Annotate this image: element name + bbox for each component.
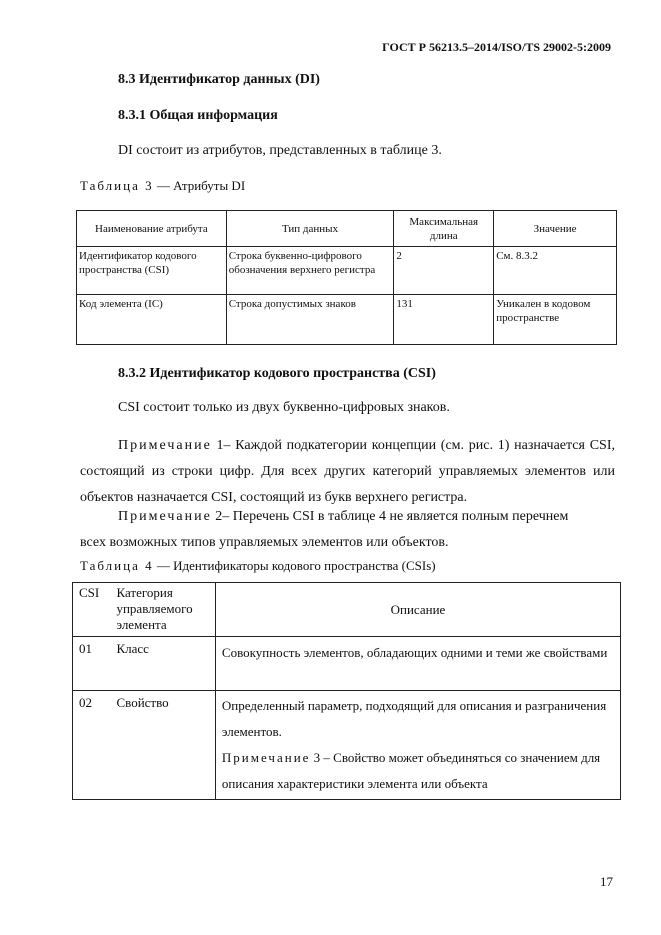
document-header: ГОСТ Р 56213.5–2014/ISO/TS 29002-5:2009 [382, 40, 611, 54]
table-3-header-cell: Наименование атрибута [77, 211, 227, 247]
note-1 [80, 433, 615, 511]
note-1-label: Примечание [118, 438, 212, 453]
table-cell: Код элемента (IC) [77, 295, 227, 345]
table-cell: Свойство [110, 691, 215, 800]
table-3-header-cell: Тип данных [226, 211, 394, 247]
table-3-header-row [77, 211, 617, 247]
table-cell: Класс [110, 637, 215, 691]
table-row [73, 637, 621, 691]
table-cell: Уникален в кодовом пространстве [494, 295, 617, 345]
table-cell: Совокупность элементов, обладающих одними и теми же свойствами [215, 637, 620, 691]
table-cell: Идентификатор кодового пространства (CSI) [77, 247, 227, 295]
table-cell: См. 8.3.2 [494, 247, 617, 295]
table-cell: 02 [73, 691, 111, 800]
table-note-3-label: Примечание [221, 750, 311, 765]
table-row [73, 691, 621, 800]
page-number: 17 [600, 874, 613, 889]
table-4-header-cell: Описание [215, 583, 620, 637]
table-4-caption [80, 558, 436, 574]
table-3 [76, 210, 617, 345]
section-8-3-2-title: 8.3.2 Идентификатор кодового пространства (CSI) [118, 366, 436, 381]
table-3-header-cell: Максимальная длина [394, 211, 494, 247]
note-2-label: Примечание [118, 509, 212, 524]
section-8-3-1-title: 8.3.1 Общая информация [118, 108, 278, 123]
table-cell: Строка буквенно-цифрового обозначения верхнего регистра [226, 247, 394, 295]
table-row [77, 295, 617, 345]
table-3-caption-text: — Атрибуты DI [153, 178, 246, 193]
table-cell: 131 [394, 295, 494, 345]
note-2-continuation: всех возможных типов управляемых элементов или объектов. [80, 535, 449, 550]
table-cell: Строка допустимых знаков [226, 295, 394, 345]
paragraph-di: DI состоит из атрибутов, представленных в таблице 3. [118, 143, 442, 158]
table-3-caption-label: Таблица 3 [80, 178, 154, 193]
note-2-text: 2– Перечень CSI в таблице 4 не является полным перечнем [211, 509, 569, 524]
table-3-header-cell: Значение [494, 211, 617, 247]
table-note-3-text: 3 – Свойство может объединяться со значением для описания характеристики элемента или объекта [221, 750, 601, 791]
table-4-header-cell: Категория управляемого элемента [110, 583, 215, 637]
note-2 [118, 509, 568, 525]
table-3-caption [80, 178, 245, 194]
table-4-header-row [73, 583, 621, 637]
table-4-header-cell: CSI [73, 583, 111, 637]
table-cell-note [222, 745, 614, 797]
section-8-3-title: 8.3 Идентификатор данных (DI) [118, 72, 320, 87]
note-1-text: 1– Каждой подкатегории концепции (см. рис. 1) назначается CSI, состоящий из строки цифр. Для всех других категорий управляемых элементов или объектов назначается CSI, состоящий из букв верхнего регистра. [80, 438, 615, 505]
table-4-caption-text: — Идентификаторы кодового пространства (CSIs) [153, 558, 436, 573]
table-cell-description: Определенный параметр, подходящий для описания и разграничения элементов. [221, 698, 607, 739]
table-cell: 01 [73, 637, 111, 691]
table-4 [72, 582, 621, 800]
paragraph-csi: CSI состоит только из двух буквенно-цифровых знаков. [118, 400, 450, 415]
table-row [77, 247, 617, 295]
table-cell: 2 [394, 247, 494, 295]
table-cell [215, 691, 620, 800]
table-4-caption-label: Таблица 4 [80, 558, 154, 573]
